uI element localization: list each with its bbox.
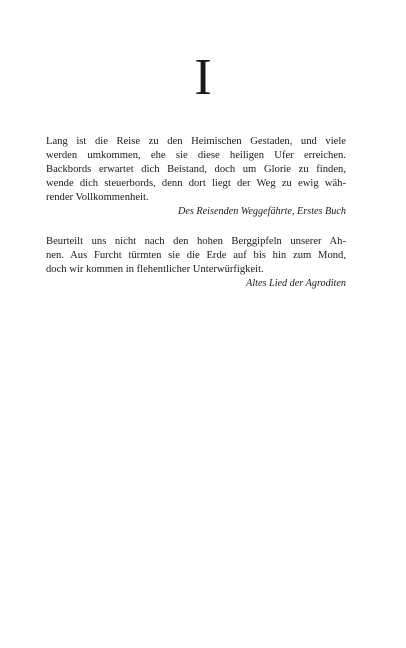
epigraph-line: nen. Aus Furcht türmten sie die Erde auf bis hin zum Mond, [46,250,346,261]
epigraph-line: werden umkommen, ehe sie diese heiligen Ufer erreichen. [46,150,346,161]
epigraph-line: render Vollkommenheit. [46,192,149,203]
epigraph-line: doch wir kommen in flehentlicher Unterwürfigkeit. [46,264,264,275]
chapter-numeral: I [194,49,212,106]
epigraph-source: Des Reisenden Weggefährte, Erstes Buch [178,206,346,217]
epigraph-line: Beurteilt uns nicht nach den hohen Berggipfeln unserer Ah- [46,236,346,247]
epigraph-1 [46,135,346,219]
epigraph-source: Altes Lied der Agroditen [246,278,346,289]
epigraph-2 [46,235,346,291]
epigraph-line: Lang ist die Reise zu den Heimischen Gestaden, und viele [46,136,346,147]
epigraph-line: Backbords erwartet dich Beistand, doch um Glorie zu finden, [46,164,346,175]
epigraph-line: wende dich steuerbords, denn dort liegt der Weg zu ewig wäh- [46,178,346,189]
